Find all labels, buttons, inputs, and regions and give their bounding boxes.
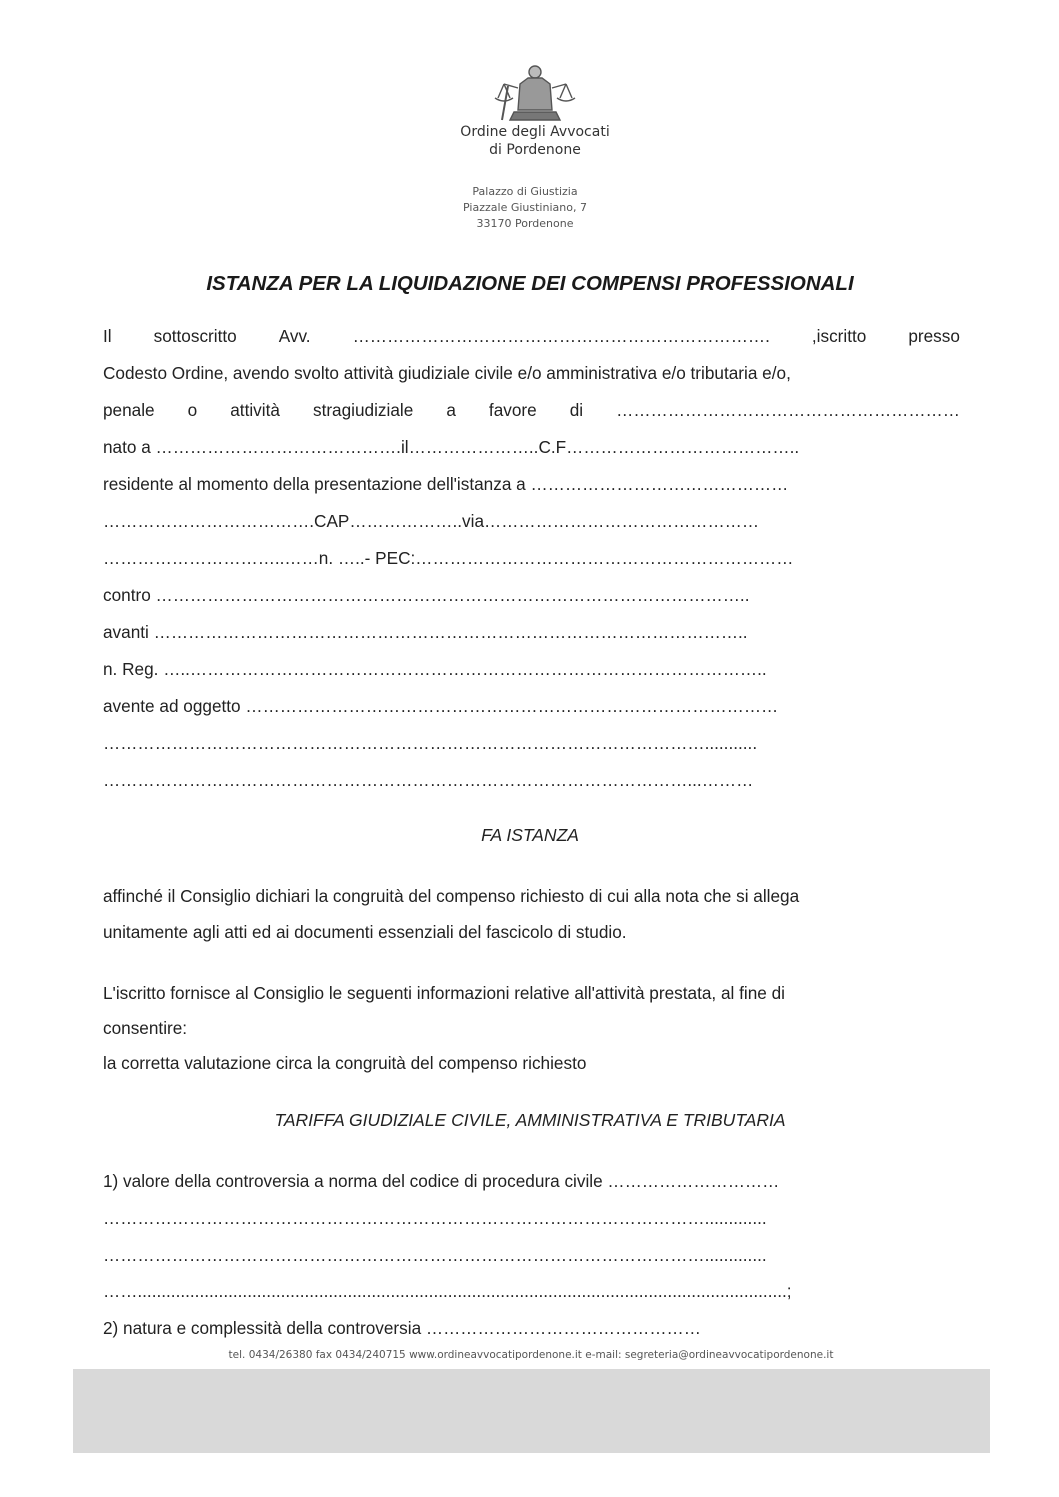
form-line-blank: ……………………………………………………………………………………………........... [103, 733, 758, 753]
address-line: Palazzo di Giustizia [472, 185, 578, 198]
form-text: ,iscritto [811, 326, 867, 346]
body-paragraph-line: la corretta valutazione circa la congruità del compenso richiesto [103, 1053, 587, 1073]
bar-association-logo [450, 62, 620, 160]
footer-gray-band [73, 1369, 990, 1453]
form-blank: ………………………………………………………………. [352, 326, 770, 346]
form-text: Avv. [278, 326, 311, 346]
form-text: a [446, 400, 456, 420]
form-text: di [569, 400, 584, 420]
item-line: ……........................................................................................................................................; [103, 1281, 792, 1301]
logo-text-line2: di Pordenone [489, 142, 581, 158]
form-line-contro: contro ………………………………………………………………………………………….. [103, 585, 750, 605]
item-line: 2) natura e complessità della controversia ………………………………………… [103, 1318, 701, 1338]
form-text: penale [103, 400, 155, 420]
form-line-oggetto: avente ad oggetto ………………………………………………………………………………… [103, 696, 779, 716]
section-heading-tariffa: TARIFFA GIUDIZIALE CIVILE, AMMINISTRATIVA E TRIBUTARIA [274, 1110, 786, 1130]
address-line: 33170 Pordenone [476, 217, 574, 230]
section-heading-fa-istanza: FA ISTANZA [481, 825, 579, 845]
form-text: stragiudiziale [312, 400, 414, 420]
form-text: sottoscritto [153, 326, 237, 346]
form-line: Codesto Ordine, avendo svolto attività giudiziale civile e/o amministrativa e/o tributaria e/o, [103, 363, 791, 383]
form-line-pec: …………………………..……n. …..- PEC:………………………………………………………… [103, 548, 794, 568]
form-line-cap: ……………………………….CAP………………..via………………………………………… [103, 511, 760, 531]
item-line: 1) valore della controversia a norma del codice di procedura civile ………………………… [103, 1171, 780, 1191]
body-paragraph-line: consentire: [103, 1018, 188, 1038]
form-line-birth: nato a …………………………………….il…………………..C.F………………………………….. [103, 437, 800, 457]
justice-statue-icon [490, 62, 580, 132]
logo-text-line1: Ordine degli Avvocati [460, 124, 610, 140]
form-text: Il [103, 326, 112, 346]
form-line-lawyer [103, 325, 960, 347]
form-line-avanti: avanti ………………………………………………………………………………………….. [103, 622, 748, 642]
item-line: ……………………………………………………………………………………………............. [103, 1245, 767, 1265]
body-paragraph-line: unitamente agli atti ed ai documenti essenziali del fascicolo di studio. [103, 922, 627, 942]
form-line-blank: …………………………………………………………………………………………...……… [103, 770, 754, 790]
document-title: ISTANZA PER LA LIQUIDAZIONE DEI COMPENSI PROFESSIONALI [206, 272, 854, 295]
form-text: attività [230, 400, 280, 420]
form-text: o [187, 400, 198, 420]
address-line: Piazzale Giustiniano, 7 [463, 201, 587, 214]
body-paragraph-line: L'iscritto fornisce al Consiglio le seguenti informazioni relative all'attività prestata, al fine di [103, 983, 785, 1003]
body-paragraph-line: affinché il Consiglio dichiari la congruità del compenso richiesto di cui alla nota che si allega [103, 886, 800, 906]
form-line-residence: residente al momento della presentazione dell'istanza a ……………………………………… [103, 474, 789, 494]
footer-contacts: tel. 0434/26380 fax 0434/240715 www.ordineavvocatipordenone.it e-mail: segreteria@ordineavvocatipordenone.it [228, 1349, 834, 1361]
form-line-client [103, 399, 960, 421]
form-text: favore [488, 400, 537, 420]
item-line: ……………………………………………………………………………………………............. [103, 1208, 767, 1228]
form-line-reg: n. Reg. …..……………………………………………………………………………………….. [103, 659, 767, 679]
form-text: presso [908, 326, 960, 346]
form-blank: …………………………………………………… [616, 400, 960, 420]
